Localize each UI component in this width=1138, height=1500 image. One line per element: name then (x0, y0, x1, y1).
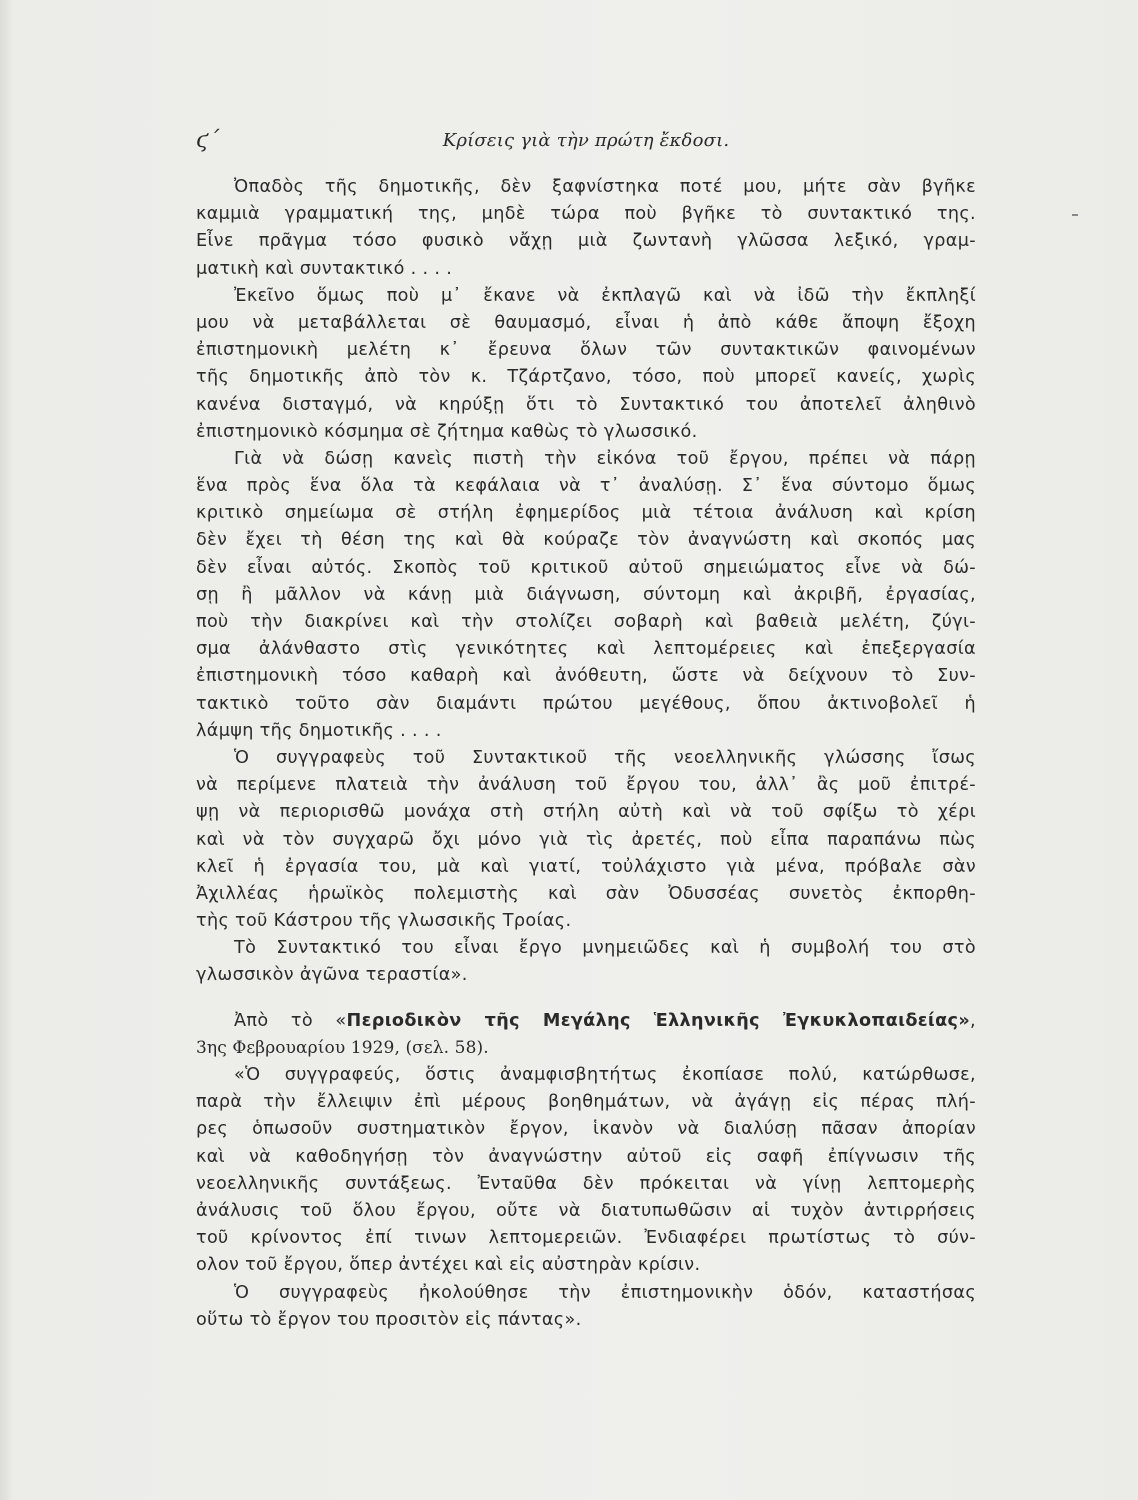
text-line: καὶ νὰ τὸν συγχαρῶ ὄχι μόνο γιὰ τὶς ἀρετές, ποὺ εἶπα παραπάνω πὼς (196, 829, 976, 850)
text-line: Ὁ συγγραφεὺς ἠκολούθησε τὴν ἐπιστημονικὴν ὁδόν, καταστήσας (234, 1282, 976, 1303)
text-line: παρὰ τὴν ἔλλειψιν ἐπὶ μέρους βοηθημάτων, νὰ ἀγάγῃ εἰς πέρας πλή- (196, 1092, 976, 1113)
text-line: ψῃ νὰ περιορισθῶ μονάχα στὴ στήλη αὐτὴ καὶ νὰ τοῦ σφίξω τὸ χέρι (196, 802, 976, 823)
text-line: Γιὰ νὰ δώσῃ κανεὶς πιστὴ τὴν εἰκόνα τοῦ ἔργου, πρέπει νὰ πάρῃ (234, 448, 976, 469)
body-text (196, 174, 976, 1334)
text-line: ολον τοῦ ἔργου, ὅπερ ἀντέχει καὶ εἰς αὐστηρὰν κρίσιν. (196, 1255, 701, 1276)
source-citation (196, 1008, 976, 1035)
text-line: μου νὰ μεταβάλλεται σὲ θαυμασμό, εἶναι ἡ ἀπὸ κάθε ἄποψη ἔξοχη (196, 312, 976, 333)
text-line: Ὁ συγγραφεὺς τοῦ Συντακτικοῦ τῆς νεοελληνικῆς γλώσσης ἴσως (234, 747, 976, 768)
text-line: ματικὴ καὶ συντακτικό . . . . (196, 258, 453, 279)
text-line: δὲν ἔχει τὴ θέση της καὶ θὰ κούραζε τὸν ἀναγνώστη καὶ σκοπός μας (196, 530, 976, 551)
text-line: κλεῖ ἡ ἐργασία του, μὰ καὶ γιατί, τοὐλάχιστο γιὰ μένα, πρόβαλε σὰν (196, 856, 976, 877)
text-line: ἐπιστημονικὸ κόσμημα σὲ ζήτημα καθὼς τὸ γλωσσικό. (196, 421, 698, 442)
text-line: νεοελληνικῆς συντάξεως. Ἐνταῦθα δὲν πρόκειται νὰ γίνῃ λεπτομερὴς (196, 1173, 976, 1194)
source-date: 3ης Φεβρουαρίου 1929, (σελ. 58). (196, 1037, 489, 1058)
text-line: καμμιὰ γραμματική της, μηδὲ τώρα ποὺ βγῆκε τὸ συντακτικό της. (196, 204, 976, 225)
text-line: ἀνάλυσις τοῦ ὅλου ἔργου, οὔτε νὰ διατυπωθῶσιν αἱ τυχὸν ἀντιρρήσεις (196, 1200, 976, 1221)
text-line: οὕτω τὸ ἔργον του προσιτὸν εἰς πάντας». (196, 1309, 582, 1330)
text-line: Εἶνε πρᾶγμα τόσο φυσικὸ νἄχῃ μιὰ ζωντανὴ γλῶσσα λεξικό, γραμ- (196, 231, 976, 252)
scan-mark (1072, 214, 1078, 216)
page-header (196, 128, 976, 158)
page-number: ϛ΄ (196, 128, 220, 153)
text-line: ρες ὁπωσοῦν συστηματικὸν ἔργον, ἱκανὸν νὰ διαλύσῃ πᾶσαν ἀπορίαν (196, 1119, 976, 1140)
text-line: ποὺ τὴν διακρίνει καὶ τὴν στολίζει σοβαρὴ καὶ βαθειὰ μελέτη, ζύγι- (196, 612, 976, 632)
text-line: ἐπιστημονικὴ μελέτη κ᾿ ἔρευνα ὅλων τῶν συντακτικῶν φαινομένων (196, 340, 976, 361)
running-title: Κρίσεις γιὰ τὴν πρώτη ἔκδοσι. (442, 130, 730, 151)
source-title: Περιοδικὸν τῆς Μεγάλης Ἑλληνικῆς Ἐγκυκλοπαιδείας» (346, 1010, 971, 1031)
text-line: τὴς τοῦ Κάστρου τῆς γλωσσικῆς Τροίας. (196, 911, 572, 932)
text-line: κριτικὸ σημείωμα σὲ στήλη ἐφημερίδος μιὰ τέτοια ἀνάλυση καὶ κρίση (196, 503, 976, 524)
source-suffix: , (970, 1010, 976, 1031)
text-line: τῆς δημοτικῆς ἀπὸ τὸν κ. Τζάρτζανο, τόσο, ποὺ μπορεῖ κανείς, χωρὶς (196, 367, 976, 388)
text-line: δὲν εἶναι αὐτός. Σκοπὸς τοῦ κριτικοῦ αὐτοῦ σημειώματος εἶνε νὰ δώ- (196, 557, 976, 578)
text-line: κανένα δισταγμό, νὰ κηρύξῃ ὅτι τὸ Συντακτικό του ἀποτελεῖ ἀληθινὸ (196, 394, 976, 415)
section-gap (196, 990, 976, 1008)
text-line: σμα ἀλάνθαστο στὶς γενικότητες καὶ λεπτομέρειες καὶ ἐπεξεργασία (196, 639, 976, 660)
text-line: νὰ περίμενε πλατειὰ τὴν ἀνάλυση τοῦ ἔργου του, ἀλλ᾿ ἂς μοῦ ἐπιτρέ- (196, 775, 976, 796)
text-line: «Ὁ συγγραφεύς, ὅστις ἀναμφισβητήτως ἐκοπίασε πολύ, κατώρθωσε, (234, 1065, 976, 1085)
text-line: τοῦ κρίνοντος ἐπί τινων λεπτομερειῶν. Ἐνδιαφέρει πρωτίστως τὸ σύν- (196, 1228, 976, 1249)
text-line: καὶ νὰ καθοδηγήσῃ τὸν ἀναγνώστην αὐτοῦ εἰς σαφῆ ἐπίγνωσιν τῆς (196, 1146, 976, 1167)
text-line: ἕνα πρὸς ἕνα ὅλα τὰ κεφάλαια νὰ τ᾿ ἀναλύσῃ. Σ᾿ ἕνα σύντομο ὅμως (196, 476, 976, 497)
source-prefix: Ἀπὸ τὸ « (234, 1010, 347, 1031)
text-line: γλωσσικὸν ἀγῶνα τεραστία». (196, 965, 468, 986)
text-line: Τὸ Συντακτικό του εἶναι ἔργο μνημειῶδες καὶ ἡ συμβολή του στὸ (234, 938, 976, 959)
text-line: τακτικὸ τοῦτο σὰν διαμάντι πρώτου μεγέθους, ὅπου ἀκτινοβολεῖ ἡ (196, 693, 976, 714)
text-line: Ἐκεῖνο ὅμως ποὺ μ᾿ ἔκανε νὰ ἐκπλαγῶ καὶ νὰ ἰδῶ τὴν ἔκπληξί (234, 285, 976, 306)
text-line: λάμψη τῆς δημοτικῆς . . . . (196, 720, 442, 741)
text-line: ἐπιστημονικὴ τόσο καθαρὴ καὶ ἀνόθευτη, ὥστε νὰ δείχνουν τὸ Συν- (196, 666, 976, 687)
text-line: Ἀχιλλέας ἡρωϊκὸς πολεμιστὴς καὶ σὰν Ὀδυσσέας συνετὸς ἐκπορθη- (196, 883, 976, 904)
text-line: σῃ ἢ μᾶλλον νὰ κάνῃ μιὰ διάγνωση, σύντομη καὶ ἀκριβῆ, ἐργασίας, (196, 584, 976, 605)
text-line: Ὀπαδὸς τῆς δημοτικῆς, δὲν ξαφνίστηκα ποτέ μου, μήτε σὰν βγῆκε (234, 177, 976, 197)
